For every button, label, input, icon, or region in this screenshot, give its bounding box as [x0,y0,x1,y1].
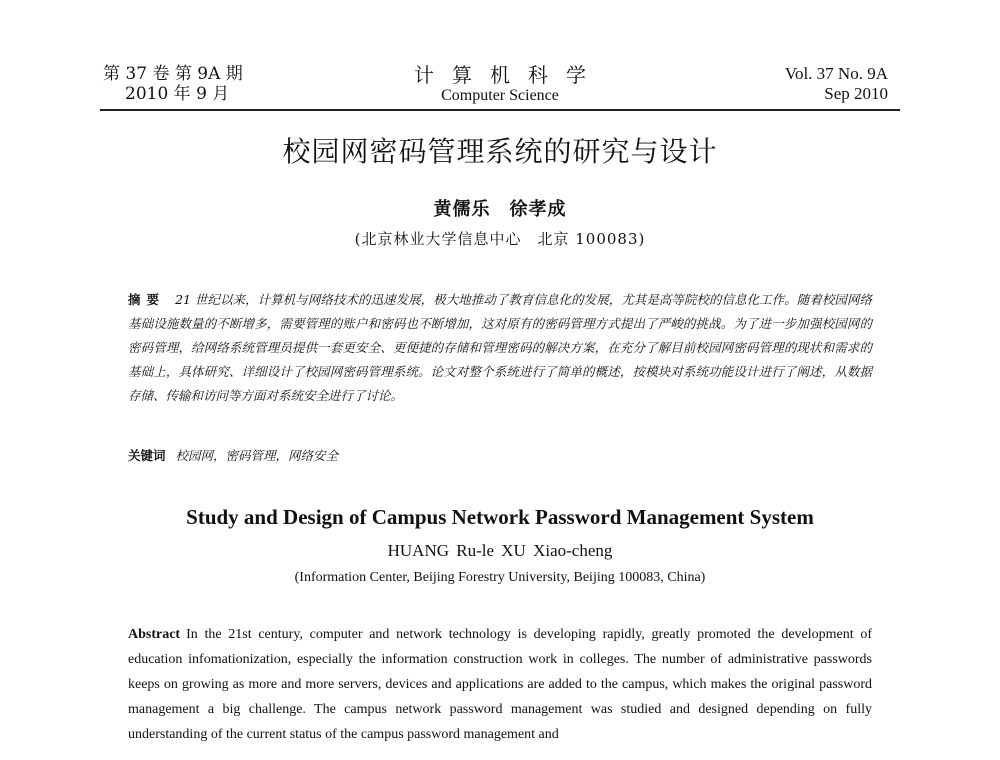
abstract-en-text: In the 21st century, computer and network technology is developing rapidly, greatly promoted the development of education infomationization, especially the information construction work in colleges. The number of administrative passwords keeps on growing as more and more servers, devices and applications are added to the campus, which makes the original password management a big challenge. The campus network password management was studied and designed depending on fully understanding of the current status of the campus password management and [128,627,872,742]
affiliation-en: (Information Center, Beijing Forestry University, Beijing 100083, China) [294,570,706,585]
keywords-cn-text: 校园网，密码管理，网络安全 [175,448,339,463]
abstract-cn-label: 摘要 [128,292,166,307]
publication-date-cn: 2010 年 9 月 [125,84,230,104]
keywords-cn-label: 关键词 [128,448,166,463]
abstract-en [128,622,872,747]
header-rule [100,109,900,111]
journal-header [0,64,1000,114]
publication-date-en: Sep 2010 [824,84,888,103]
journal-name-cn: 计算机科学 [414,63,604,87]
keywords-cn [128,444,872,468]
affiliation-cn: (北京林业大学信息中心 北京 100083) [354,230,646,248]
abstract-cn-text: 21 世纪以来，计算机与网络技术的迅速发展，极大地推动了教育信息化的发展，尤其是高等院校的信息化工作。随着校园网络基础设施数量的不断增多，需要管理的账户和密码也不断增加，这对原有的密码管理方式提出了严峻的挑战。为了进一步加强校园网的密码管理，给网络系统管理员提供一套更安全、更便捷的存储和管理密码的解决方案，在充分了解目前校园网密码管理的现状和需求的基础上，具体研究、详细设计了校园网密码管理系统。论文对整个系统进行了简单的概述，按模块对系统功能设计进行了阐述，从数据存储、传输和访问等方面对系统安全进行了讨论。 [128,292,872,403]
paper-title-en: Study and Design of Campus Network Password Management System [186,505,814,529]
authors-cn: 黄儒乐 徐孝成 [433,199,567,220]
volume-issue: 第 37 卷 第 9A 期 [103,64,243,84]
paper-title-cn: 校园网密码管理系统的研究与设计 [282,135,718,168]
abstract-cn [128,288,872,408]
journal-name-en: Computer Science [441,87,559,104]
abstract-en-label: Abstract [128,627,181,642]
issue-info-en [785,64,888,104]
authors-en: HUANG Ru-le XU Xiao-cheng [387,541,613,560]
volume-issue-en: Vol. 37 No. 9A [784,64,888,83]
